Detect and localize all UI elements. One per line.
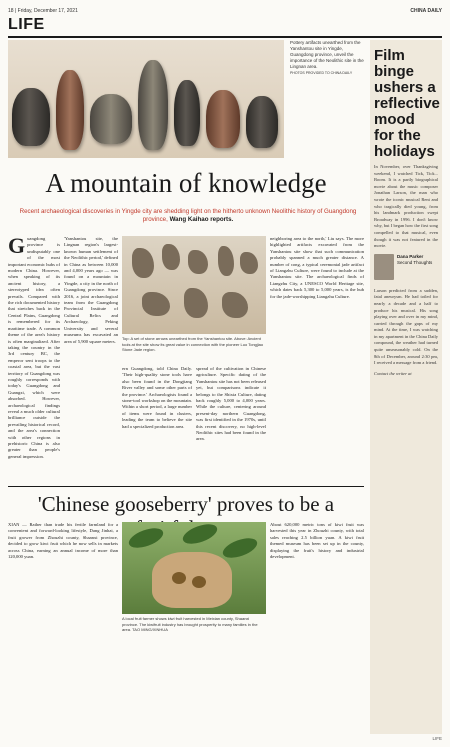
section-rule bbox=[8, 36, 442, 38]
article2-column-2 bbox=[122, 636, 266, 730]
stone-tool bbox=[142, 292, 170, 316]
author-photo bbox=[374, 254, 394, 280]
standfirst-text: Recent archaeological discoveries in Yingde city are shedding light on the hitherto unknown Neolithic history of Guangdong province, bbox=[19, 208, 357, 223]
column-name: Second Thoughts bbox=[397, 259, 433, 265]
leaf bbox=[180, 522, 219, 548]
kiwi-fruit bbox=[192, 576, 206, 588]
author-box bbox=[374, 254, 438, 284]
stone-tool bbox=[240, 252, 258, 274]
article2-column-3: About 620,000 metric tons of kiwi fruit was harvested this year in Zhouzhi county, with total sales reaching 2.5 billion yuan. A kiwi fruit themed museum has been set up in the county, displaying the fruit's history and industrial development. bbox=[270, 522, 364, 560]
headline-2: 'Chinese gooseberry' proves to be a bbox=[37, 492, 335, 516]
pottery-vessel bbox=[174, 80, 200, 146]
standfirst bbox=[18, 208, 358, 224]
author-info bbox=[397, 254, 432, 284]
story-divider bbox=[8, 486, 364, 487]
article-column-1 bbox=[8, 236, 60, 482]
pottery-vessel bbox=[56, 70, 84, 150]
artifact-photo bbox=[122, 236, 266, 334]
stone-tool bbox=[188, 250, 208, 274]
sidebar-text: In November, over Thanksgiving weekend, I watched Tick, Tick... Boom. It is a partly biographical movie about the music composer Jonathan Larson, the man who wrote the iconic musical Rent and who tragically died young, from his landmark production swept Broadway in 1996. I don't know why, but I began how the first song compelled to that musical, even though it was not featured in the movie. bbox=[374, 164, 438, 249]
masthead: CHINA DAILY bbox=[410, 8, 442, 14]
article-column-4: spread of the cultivation in Chinese agriculture. Specific dating of the Yanshantou site has not been released yet, but comparisons indicate it belongs to the Shixia Culture, dating back roughly 5,000 to 4,000 years. While the culture, centering around present-day northern Guangdong, was first identified in the 1970s, until this recent discovery, no high-level Neolithic sites had been found in the area. bbox=[196, 366, 266, 442]
footer-section: LIFE bbox=[432, 736, 442, 741]
kiwi-fruit bbox=[172, 572, 186, 584]
article2-column-1: XIAN — Rather than trade his fertile farmland for a convenient and forward-looking lifestyle, Dang Jinhai, a fruit grower from Zhouzhi county, Shaanxi province, decided to grow kiwi fruit which he now sells in markets across China, earning an annual income of more than 120,000 yuan. bbox=[8, 522, 118, 560]
lead-photo bbox=[8, 40, 284, 158]
stone-tool bbox=[184, 288, 208, 318]
leaf bbox=[220, 534, 259, 561]
kiwi-photo-caption: A local fruit farmer shows kiwi fruit harvested in Meixian county, Shaanxi province. The kiwifruit industry has brought prosperity to many families in the area. TAO MING/XINHUA bbox=[122, 616, 258, 632]
pottery-vessel bbox=[90, 94, 132, 144]
page-footer bbox=[8, 736, 442, 744]
article-column-3: ern Guangdong, told China Daily. 'Their high-quality stone tools have also been found in the Dongjiang River valley and some other parts of the province.' Archaeologists found a stone-tool workshop on the mountain. Within a short period, a large number of items were found in clusters, leading the team to believe the site had a specialized production area. bbox=[122, 366, 192, 429]
kiwi-photo bbox=[122, 522, 266, 614]
pottery-vessel bbox=[138, 60, 168, 150]
pottery-vessel bbox=[12, 88, 50, 146]
stone-tool bbox=[132, 248, 154, 278]
photo-credit: PHOTOS PROVIDED TO CHINA DAILY bbox=[290, 71, 353, 75]
article-column-2: 'Yanshantou site, the Lingnan region's largest-known human settlement of the Neolithic period,' defined in China as between 10,000 and 4,000 years ago — was found on a mountain in Yingde, a city in the north of Guangdong province. Since 2016, a joint archaeological team from the Guangdong Provincial Institute of Cultural Relics and Archaeology, Peking University and several museums has excavated an area of 5,900 square meters. bbox=[64, 236, 118, 344]
section-title: LIFE bbox=[8, 16, 45, 33]
page-header bbox=[8, 6, 442, 16]
artifact-photo-caption: Top: A set of stone arrows unearthed from the Yanshantou site. Above: Ancient tools at the site show its great value in connection with the pioneer Luo Tongjiao Stone Jade region. bbox=[122, 336, 264, 352]
author-name: Dana Parker bbox=[397, 253, 424, 259]
sidebar-contact: Contact the writer at bbox=[374, 370, 412, 376]
sidebar-headline: Film binge ushers a reflective mood for the holidays bbox=[374, 47, 440, 160]
stone-tool bbox=[218, 246, 234, 276]
stone-tool bbox=[222, 292, 248, 318]
pottery-vessel bbox=[246, 96, 278, 148]
stone-tool bbox=[162, 244, 180, 270]
caption-text: Pottery artifacts unearthed from the Yanshantou site in Yingde, Guangdong province, unveil the importance of the Neolithic site in the Lingnan area. bbox=[290, 40, 364, 69]
article-column-5: neighboring area to the north,' Liu says. The more highlighted artifacts excavated from the Yanshantou site show that such communication probably spanned a much greater distance. A number of cong, a typical ceremonial jade artifact of Liangzhu Culture, were found to include at the Yanshantou site. The archaeological finds of Liangzhu City, a UNESCO World Heritage site, which dates back 5,300 to 5,000 years, is the hub for the jade-worshipping Liangzhu Culture. bbox=[270, 236, 364, 299]
column-text: uangdong province is undisputably one of the most important economic hubs of modern China. However, when speaking of its ancient history, a stereotyped idea often prevails. Compared with the rich documented history that stretches back in the Central Plains, Guangdong is remembered for its maritime trade. A common theme of the area's history is often marginalized. After taking the country in the 3rd century BC, the emperor sent troops to the coastal area, but the vast territory of Guangdong was roughly corresponds with today's Guangdong and Guangxi, which were absorbed. However, archaeological findings reveal a much older cultural brilliance outside the prevailing historical record, and the area's connection with other regions in prehistoric China is also greater than people's general impression. bbox=[8, 236, 60, 459]
lead-photo-caption bbox=[290, 40, 364, 76]
column-sidebar bbox=[370, 40, 442, 734]
headline: A mountain of knowledge bbox=[45, 168, 327, 198]
sidebar-text-2: Larson predicted from a sudden, fatal aneurysm. He had toiled for nearly a decade and a half to produce his musical. His song playing over and over in my mind, carried through the gaps of my mind. At the time, I was watching in my apartment in the China Daily compound, the weather had turned quite unseasonably cold. On the 8th of December, around 2:30 pm, I received a message from a friend. bbox=[374, 287, 438, 366]
leaf bbox=[126, 524, 165, 551]
drop-cap: G bbox=[8, 236, 26, 258]
byline: Wang Kaihao reports. bbox=[169, 216, 234, 223]
pottery-vessel bbox=[206, 90, 240, 148]
issue-date: 18 | Friday, December 17, 2021 bbox=[8, 8, 78, 14]
